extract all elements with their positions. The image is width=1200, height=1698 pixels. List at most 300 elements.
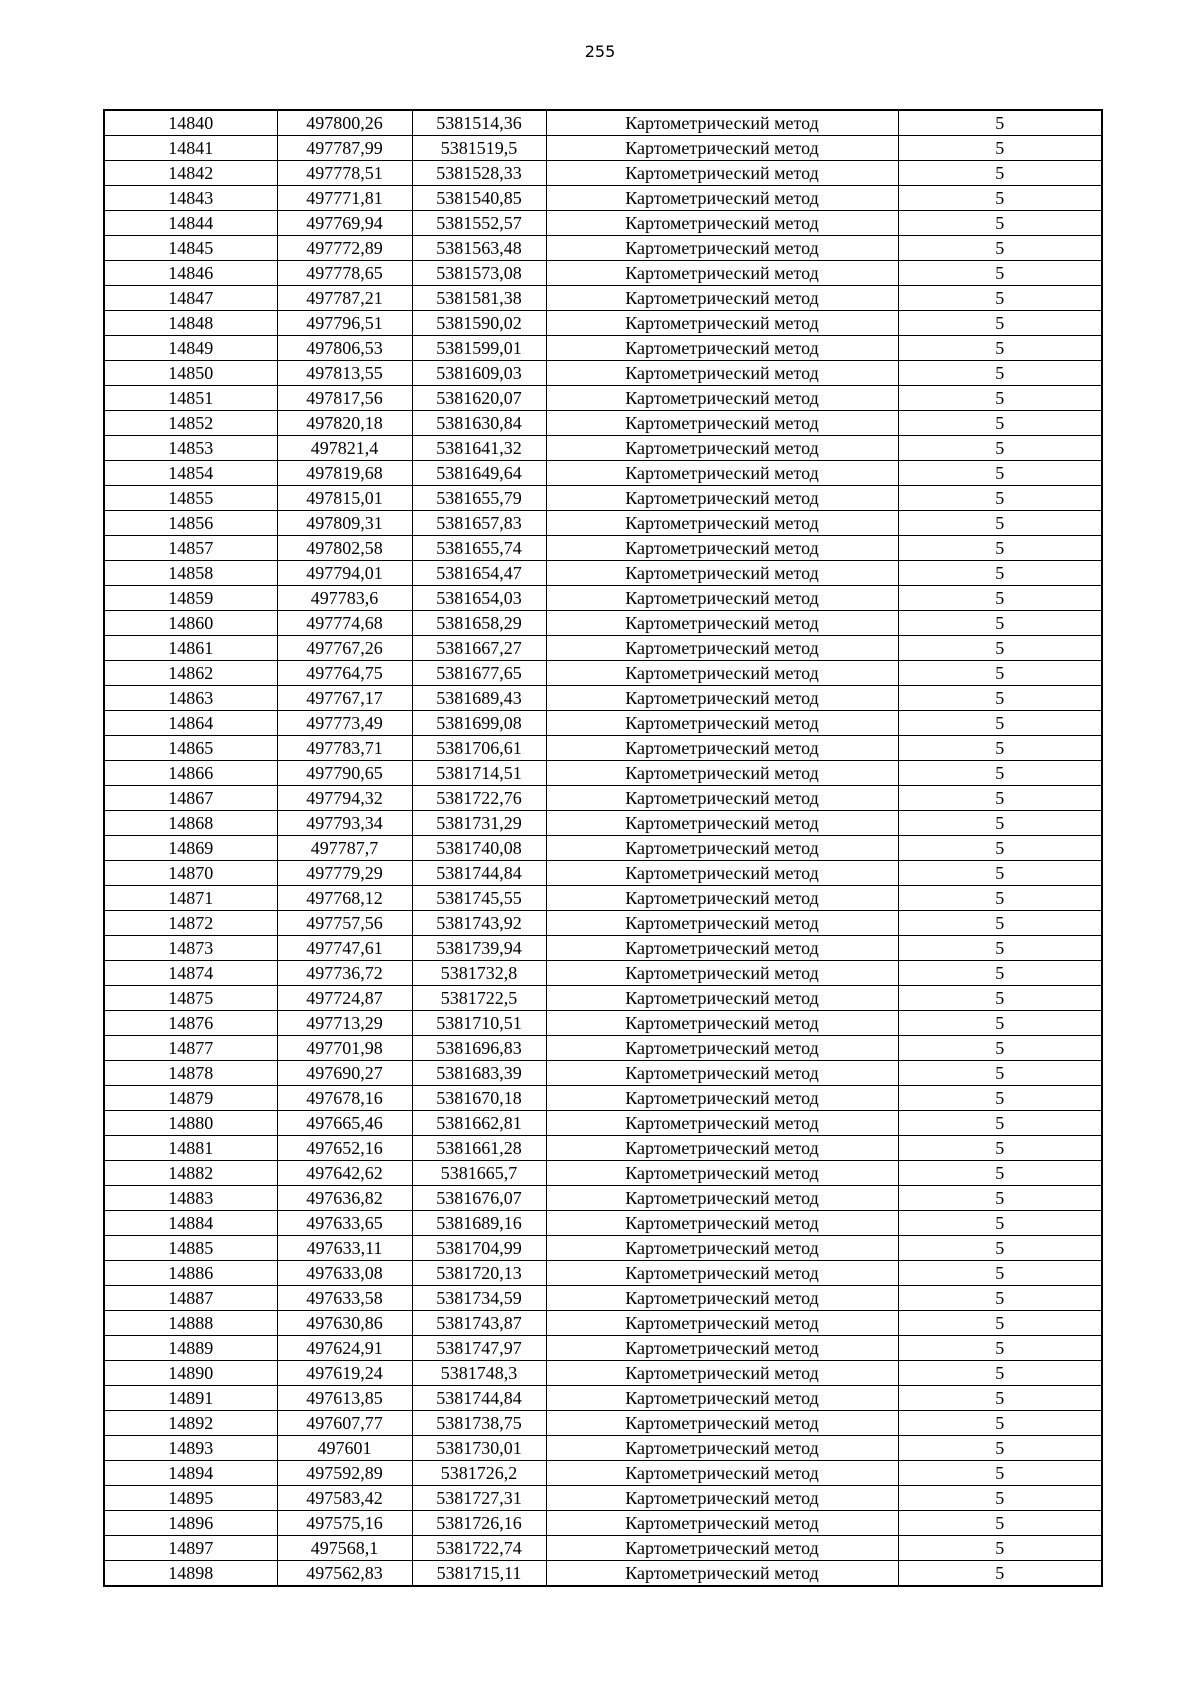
point-number-cell: 14864 bbox=[104, 711, 277, 736]
y-coordinate-cell: 5381710,51 bbox=[412, 1011, 546, 1036]
point-number-cell: 14898 bbox=[104, 1561, 277, 1587]
x-coordinate-cell: 497813,55 bbox=[277, 361, 412, 386]
y-coordinate-cell: 5381655,74 bbox=[412, 536, 546, 561]
accuracy-cell: 5 bbox=[898, 1361, 1102, 1386]
y-coordinate-cell: 5381620,07 bbox=[412, 386, 546, 411]
table-row bbox=[104, 161, 1102, 186]
accuracy-cell: 5 bbox=[898, 1511, 1102, 1536]
method-cell: Картометрический метод bbox=[546, 711, 898, 736]
table-row bbox=[104, 711, 1102, 736]
point-number-cell: 14874 bbox=[104, 961, 277, 986]
accuracy-cell: 5 bbox=[898, 1111, 1102, 1136]
method-cell: Картометрический метод bbox=[546, 1561, 898, 1587]
accuracy-cell: 5 bbox=[898, 1411, 1102, 1436]
table-row bbox=[104, 261, 1102, 286]
accuracy-cell: 5 bbox=[898, 761, 1102, 786]
table-row bbox=[104, 1136, 1102, 1161]
point-number-cell: 14852 bbox=[104, 411, 277, 436]
method-cell: Картометрический метод bbox=[546, 1161, 898, 1186]
x-coordinate-cell: 497768,12 bbox=[277, 886, 412, 911]
method-cell: Картометрический метод bbox=[546, 361, 898, 386]
point-number-cell: 14872 bbox=[104, 911, 277, 936]
x-coordinate-cell: 497800,26 bbox=[277, 110, 412, 136]
x-coordinate-cell: 497790,65 bbox=[277, 761, 412, 786]
x-coordinate-cell: 497690,27 bbox=[277, 1061, 412, 1086]
accuracy-cell: 5 bbox=[898, 1436, 1102, 1461]
method-cell: Картометрический метод bbox=[546, 1061, 898, 1086]
method-cell: Картометрический метод bbox=[546, 1036, 898, 1061]
table-row bbox=[104, 211, 1102, 236]
table-row bbox=[104, 336, 1102, 361]
y-coordinate-cell: 5381731,29 bbox=[412, 811, 546, 836]
method-cell: Картометрический метод bbox=[546, 986, 898, 1011]
x-coordinate-cell: 497633,58 bbox=[277, 1286, 412, 1311]
x-coordinate-cell: 497817,56 bbox=[277, 386, 412, 411]
y-coordinate-cell: 5381699,08 bbox=[412, 711, 546, 736]
x-coordinate-cell: 497678,16 bbox=[277, 1086, 412, 1111]
table-row bbox=[104, 736, 1102, 761]
x-coordinate-cell: 497773,49 bbox=[277, 711, 412, 736]
table-row bbox=[104, 961, 1102, 986]
accuracy-cell: 5 bbox=[898, 586, 1102, 611]
y-coordinate-cell: 5381706,61 bbox=[412, 736, 546, 761]
point-number-cell: 14883 bbox=[104, 1186, 277, 1211]
y-coordinate-cell: 5381514,36 bbox=[412, 110, 546, 136]
method-cell: Картометрический метод bbox=[546, 1511, 898, 1536]
method-cell: Картометрический метод bbox=[546, 436, 898, 461]
point-number-cell: 14855 bbox=[104, 486, 277, 511]
y-coordinate-cell: 5381655,79 bbox=[412, 486, 546, 511]
point-number-cell: 14854 bbox=[104, 461, 277, 486]
point-number-cell: 14890 bbox=[104, 1361, 277, 1386]
accuracy-cell: 5 bbox=[898, 161, 1102, 186]
accuracy-cell: 5 bbox=[898, 1011, 1102, 1036]
accuracy-cell: 5 bbox=[898, 436, 1102, 461]
accuracy-cell: 5 bbox=[898, 386, 1102, 411]
table-row bbox=[104, 1461, 1102, 1486]
method-cell: Картометрический метод bbox=[546, 761, 898, 786]
point-number-cell: 14842 bbox=[104, 161, 277, 186]
y-coordinate-cell: 5381654,03 bbox=[412, 586, 546, 611]
accuracy-cell: 5 bbox=[898, 686, 1102, 711]
method-cell: Картометрический метод bbox=[546, 886, 898, 911]
y-coordinate-cell: 5381676,07 bbox=[412, 1186, 546, 1211]
method-cell: Картометрический метод bbox=[546, 1536, 898, 1561]
point-number-cell: 14893 bbox=[104, 1436, 277, 1461]
accuracy-cell: 5 bbox=[898, 1036, 1102, 1061]
y-coordinate-cell: 5381722,5 bbox=[412, 986, 546, 1011]
method-cell: Картометрический метод bbox=[546, 536, 898, 561]
x-coordinate-cell: 497820,18 bbox=[277, 411, 412, 436]
table-row bbox=[104, 436, 1102, 461]
accuracy-cell: 5 bbox=[898, 886, 1102, 911]
table-row bbox=[104, 986, 1102, 1011]
y-coordinate-cell: 5381734,59 bbox=[412, 1286, 546, 1311]
x-coordinate-cell: 497787,99 bbox=[277, 136, 412, 161]
method-cell: Картометрический метод bbox=[546, 1386, 898, 1411]
accuracy-cell: 5 bbox=[898, 1136, 1102, 1161]
method-cell: Картометрический метод bbox=[546, 136, 898, 161]
point-number-cell: 14858 bbox=[104, 561, 277, 586]
accuracy-cell: 5 bbox=[898, 661, 1102, 686]
table-row bbox=[104, 786, 1102, 811]
point-number-cell: 14840 bbox=[104, 110, 277, 136]
method-cell: Картометрический метод bbox=[546, 236, 898, 261]
table-row bbox=[104, 1011, 1102, 1036]
point-number-cell: 14851 bbox=[104, 386, 277, 411]
y-coordinate-cell: 5381704,99 bbox=[412, 1236, 546, 1261]
accuracy-cell: 5 bbox=[898, 1261, 1102, 1286]
point-number-cell: 14849 bbox=[104, 336, 277, 361]
y-coordinate-cell: 5381641,32 bbox=[412, 436, 546, 461]
method-cell: Картометрический метод bbox=[546, 1336, 898, 1361]
x-coordinate-cell: 497767,17 bbox=[277, 686, 412, 711]
point-number-cell: 14857 bbox=[104, 536, 277, 561]
table-row bbox=[104, 110, 1102, 136]
accuracy-cell: 5 bbox=[898, 1236, 1102, 1261]
x-coordinate-cell: 497772,89 bbox=[277, 236, 412, 261]
accuracy-cell: 5 bbox=[898, 236, 1102, 261]
accuracy-cell: 5 bbox=[898, 1536, 1102, 1561]
table-row bbox=[104, 586, 1102, 611]
point-number-cell: 14869 bbox=[104, 836, 277, 861]
x-coordinate-cell: 497764,75 bbox=[277, 661, 412, 686]
point-number-cell: 14878 bbox=[104, 1061, 277, 1086]
accuracy-cell: 5 bbox=[898, 461, 1102, 486]
point-number-cell: 14873 bbox=[104, 936, 277, 961]
x-coordinate-cell: 497652,16 bbox=[277, 1136, 412, 1161]
y-coordinate-cell: 5381599,01 bbox=[412, 336, 546, 361]
accuracy-cell: 5 bbox=[898, 1286, 1102, 1311]
table-row bbox=[104, 811, 1102, 836]
table-row bbox=[104, 1511, 1102, 1536]
point-number-cell: 14886 bbox=[104, 1261, 277, 1286]
accuracy-cell: 5 bbox=[898, 1311, 1102, 1336]
y-coordinate-cell: 5381540,85 bbox=[412, 186, 546, 211]
table-row bbox=[104, 611, 1102, 636]
x-coordinate-cell: 497809,31 bbox=[277, 511, 412, 536]
method-cell: Картометрический метод bbox=[546, 1461, 898, 1486]
y-coordinate-cell: 5381727,31 bbox=[412, 1486, 546, 1511]
y-coordinate-cell: 5381747,97 bbox=[412, 1336, 546, 1361]
y-coordinate-cell: 5381609,03 bbox=[412, 361, 546, 386]
y-coordinate-cell: 5381739,94 bbox=[412, 936, 546, 961]
table-row bbox=[104, 361, 1102, 386]
x-coordinate-cell: 497665,46 bbox=[277, 1111, 412, 1136]
y-coordinate-cell: 5381563,48 bbox=[412, 236, 546, 261]
table-row bbox=[104, 1086, 1102, 1111]
y-coordinate-cell: 5381714,51 bbox=[412, 761, 546, 786]
method-cell: Картометрический метод bbox=[546, 161, 898, 186]
accuracy-cell: 5 bbox=[898, 636, 1102, 661]
table-row bbox=[104, 1161, 1102, 1186]
x-coordinate-cell: 497769,94 bbox=[277, 211, 412, 236]
y-coordinate-cell: 5381665,7 bbox=[412, 1161, 546, 1186]
table-row bbox=[104, 1311, 1102, 1336]
y-coordinate-cell: 5381730,01 bbox=[412, 1436, 546, 1461]
x-coordinate-cell: 497624,91 bbox=[277, 1336, 412, 1361]
table-row bbox=[104, 511, 1102, 536]
table-row bbox=[104, 936, 1102, 961]
x-coordinate-cell: 497633,11 bbox=[277, 1236, 412, 1261]
x-coordinate-cell: 497619,24 bbox=[277, 1361, 412, 1386]
table-row bbox=[104, 486, 1102, 511]
table-row bbox=[104, 1111, 1102, 1136]
point-number-cell: 14888 bbox=[104, 1311, 277, 1336]
y-coordinate-cell: 5381654,47 bbox=[412, 561, 546, 586]
x-coordinate-cell: 497778,51 bbox=[277, 161, 412, 186]
method-cell: Картометрический метод bbox=[546, 110, 898, 136]
accuracy-cell: 5 bbox=[898, 136, 1102, 161]
y-coordinate-cell: 5381715,11 bbox=[412, 1561, 546, 1587]
table-row bbox=[104, 186, 1102, 211]
x-coordinate-cell: 497806,53 bbox=[277, 336, 412, 361]
point-number-cell: 14879 bbox=[104, 1086, 277, 1111]
accuracy-cell: 5 bbox=[898, 186, 1102, 211]
method-cell: Картометрический метод bbox=[546, 1361, 898, 1386]
point-number-cell: 14867 bbox=[104, 786, 277, 811]
method-cell: Картометрический метод bbox=[546, 661, 898, 686]
y-coordinate-cell: 5381738,75 bbox=[412, 1411, 546, 1436]
point-number-cell: 14882 bbox=[104, 1161, 277, 1186]
table-row bbox=[104, 411, 1102, 436]
accuracy-cell: 5 bbox=[898, 211, 1102, 236]
accuracy-cell: 5 bbox=[898, 1386, 1102, 1411]
method-cell: Картометрический метод bbox=[546, 1211, 898, 1236]
x-coordinate-cell: 497767,26 bbox=[277, 636, 412, 661]
table-row bbox=[104, 761, 1102, 786]
x-coordinate-cell: 497783,6 bbox=[277, 586, 412, 611]
y-coordinate-cell: 5381720,13 bbox=[412, 1261, 546, 1286]
y-coordinate-cell: 5381677,65 bbox=[412, 661, 546, 686]
table-row bbox=[104, 1561, 1102, 1587]
table-row bbox=[104, 1536, 1102, 1561]
point-number-cell: 14892 bbox=[104, 1411, 277, 1436]
x-coordinate-cell: 497633,08 bbox=[277, 1261, 412, 1286]
method-cell: Картометрический метод bbox=[546, 211, 898, 236]
y-coordinate-cell: 5381670,18 bbox=[412, 1086, 546, 1111]
point-number-cell: 14850 bbox=[104, 361, 277, 386]
y-coordinate-cell: 5381683,39 bbox=[412, 1061, 546, 1086]
y-coordinate-cell: 5381630,84 bbox=[412, 411, 546, 436]
y-coordinate-cell: 5381658,29 bbox=[412, 611, 546, 636]
point-number-cell: 14880 bbox=[104, 1111, 277, 1136]
point-number-cell: 14853 bbox=[104, 436, 277, 461]
table-row bbox=[104, 1386, 1102, 1411]
y-coordinate-cell: 5381662,81 bbox=[412, 1111, 546, 1136]
y-coordinate-cell: 5381743,92 bbox=[412, 911, 546, 936]
accuracy-cell: 5 bbox=[898, 336, 1102, 361]
point-number-cell: 14841 bbox=[104, 136, 277, 161]
x-coordinate-cell: 497796,51 bbox=[277, 311, 412, 336]
y-coordinate-cell: 5381732,8 bbox=[412, 961, 546, 986]
table-row bbox=[104, 686, 1102, 711]
table-row bbox=[104, 311, 1102, 336]
x-coordinate-cell: 497630,86 bbox=[277, 1311, 412, 1336]
accuracy-cell: 5 bbox=[898, 1186, 1102, 1211]
point-number-cell: 14861 bbox=[104, 636, 277, 661]
accuracy-cell: 5 bbox=[898, 361, 1102, 386]
x-coordinate-cell: 497793,34 bbox=[277, 811, 412, 836]
point-number-cell: 14866 bbox=[104, 761, 277, 786]
point-number-cell: 14859 bbox=[104, 586, 277, 611]
x-coordinate-cell: 497787,21 bbox=[277, 286, 412, 311]
point-number-cell: 14845 bbox=[104, 236, 277, 261]
method-cell: Картометрический метод bbox=[546, 411, 898, 436]
method-cell: Картометрический метод bbox=[546, 736, 898, 761]
x-coordinate-cell: 497724,87 bbox=[277, 986, 412, 1011]
method-cell: Картометрический метод bbox=[546, 286, 898, 311]
table-row bbox=[104, 386, 1102, 411]
point-number-cell: 14856 bbox=[104, 511, 277, 536]
method-cell: Картометрический метод bbox=[546, 1436, 898, 1461]
y-coordinate-cell: 5381657,83 bbox=[412, 511, 546, 536]
method-cell: Картометрический метод bbox=[546, 186, 898, 211]
accuracy-cell: 5 bbox=[898, 786, 1102, 811]
x-coordinate-cell: 497601 bbox=[277, 1436, 412, 1461]
table-row bbox=[104, 536, 1102, 561]
table-row bbox=[104, 1336, 1102, 1361]
method-cell: Картометрический метод bbox=[546, 611, 898, 636]
point-number-cell: 14862 bbox=[104, 661, 277, 686]
point-number-cell: 14860 bbox=[104, 611, 277, 636]
table-row bbox=[104, 1436, 1102, 1461]
method-cell: Картометрический метод bbox=[546, 486, 898, 511]
point-number-cell: 14876 bbox=[104, 1011, 277, 1036]
method-cell: Картометрический метод bbox=[546, 336, 898, 361]
table-row bbox=[104, 1211, 1102, 1236]
y-coordinate-cell: 5381581,38 bbox=[412, 286, 546, 311]
x-coordinate-cell: 497802,58 bbox=[277, 536, 412, 561]
y-coordinate-cell: 5381722,76 bbox=[412, 786, 546, 811]
method-cell: Картометрический метод bbox=[546, 1286, 898, 1311]
x-coordinate-cell: 497701,98 bbox=[277, 1036, 412, 1061]
x-coordinate-cell: 497636,82 bbox=[277, 1186, 412, 1211]
y-coordinate-cell: 5381667,27 bbox=[412, 636, 546, 661]
accuracy-cell: 5 bbox=[898, 1061, 1102, 1086]
accuracy-cell: 5 bbox=[898, 936, 1102, 961]
point-number-cell: 14847 bbox=[104, 286, 277, 311]
point-number-cell: 14865 bbox=[104, 736, 277, 761]
table-row bbox=[104, 1486, 1102, 1511]
x-coordinate-cell: 497607,77 bbox=[277, 1411, 412, 1436]
point-number-cell: 14877 bbox=[104, 1036, 277, 1061]
x-coordinate-cell: 497778,65 bbox=[277, 261, 412, 286]
y-coordinate-cell: 5381740,08 bbox=[412, 836, 546, 861]
method-cell: Картометрический метод bbox=[546, 1486, 898, 1511]
method-cell: Картометрический метод bbox=[546, 1136, 898, 1161]
accuracy-cell: 5 bbox=[898, 961, 1102, 986]
table-row bbox=[104, 1411, 1102, 1436]
x-coordinate-cell: 497821,4 bbox=[277, 436, 412, 461]
table-row bbox=[104, 286, 1102, 311]
method-cell: Картометрический метод bbox=[546, 1411, 898, 1436]
table-row bbox=[104, 886, 1102, 911]
accuracy-cell: 5 bbox=[898, 711, 1102, 736]
table-row bbox=[104, 661, 1102, 686]
method-cell: Картометрический метод bbox=[546, 686, 898, 711]
table-row bbox=[104, 461, 1102, 486]
x-coordinate-cell: 497583,42 bbox=[277, 1486, 412, 1511]
point-number-cell: 14887 bbox=[104, 1286, 277, 1311]
x-coordinate-cell: 497592,89 bbox=[277, 1461, 412, 1486]
method-cell: Картометрический метод bbox=[546, 261, 898, 286]
x-coordinate-cell: 497633,65 bbox=[277, 1211, 412, 1236]
x-coordinate-cell: 497747,61 bbox=[277, 936, 412, 961]
method-cell: Картометрический метод bbox=[546, 961, 898, 986]
accuracy-cell: 5 bbox=[898, 911, 1102, 936]
accuracy-cell: 5 bbox=[898, 536, 1102, 561]
table-row bbox=[104, 236, 1102, 261]
coordinates-table-body bbox=[104, 110, 1102, 1586]
table-row bbox=[104, 1061, 1102, 1086]
y-coordinate-cell: 5381661,28 bbox=[412, 1136, 546, 1161]
table-row bbox=[104, 911, 1102, 936]
y-coordinate-cell: 5381649,64 bbox=[412, 461, 546, 486]
method-cell: Картометрический метод bbox=[546, 811, 898, 836]
point-number-cell: 14843 bbox=[104, 186, 277, 211]
y-coordinate-cell: 5381722,74 bbox=[412, 1536, 546, 1561]
accuracy-cell: 5 bbox=[898, 1161, 1102, 1186]
table-row bbox=[104, 861, 1102, 886]
point-number-cell: 14871 bbox=[104, 886, 277, 911]
method-cell: Картометрический метод bbox=[546, 836, 898, 861]
table-row bbox=[104, 1261, 1102, 1286]
x-coordinate-cell: 497783,71 bbox=[277, 736, 412, 761]
coordinates-table bbox=[103, 109, 1103, 1587]
y-coordinate-cell: 5381726,16 bbox=[412, 1511, 546, 1536]
accuracy-cell: 5 bbox=[898, 486, 1102, 511]
x-coordinate-cell: 497819,68 bbox=[277, 461, 412, 486]
x-coordinate-cell: 497771,81 bbox=[277, 186, 412, 211]
y-coordinate-cell: 5381519,5 bbox=[412, 136, 546, 161]
accuracy-cell: 5 bbox=[898, 1486, 1102, 1511]
method-cell: Картометрический метод bbox=[546, 461, 898, 486]
method-cell: Картометрический метод bbox=[546, 936, 898, 961]
method-cell: Картометрический метод bbox=[546, 786, 898, 811]
y-coordinate-cell: 5381745,55 bbox=[412, 886, 546, 911]
accuracy-cell: 5 bbox=[898, 1211, 1102, 1236]
accuracy-cell: 5 bbox=[898, 411, 1102, 436]
table-row bbox=[104, 1186, 1102, 1211]
accuracy-cell: 5 bbox=[898, 836, 1102, 861]
accuracy-cell: 5 bbox=[898, 286, 1102, 311]
point-number-cell: 14868 bbox=[104, 811, 277, 836]
accuracy-cell: 5 bbox=[898, 511, 1102, 536]
y-coordinate-cell: 5381573,08 bbox=[412, 261, 546, 286]
point-number-cell: 14897 bbox=[104, 1536, 277, 1561]
table-row bbox=[104, 136, 1102, 161]
x-coordinate-cell: 497575,16 bbox=[277, 1511, 412, 1536]
method-cell: Картометрический метод bbox=[546, 911, 898, 936]
method-cell: Картометрический метод bbox=[546, 586, 898, 611]
y-coordinate-cell: 5381744,84 bbox=[412, 861, 546, 886]
point-number-cell: 14885 bbox=[104, 1236, 277, 1261]
table-row bbox=[104, 636, 1102, 661]
method-cell: Картометрический метод bbox=[546, 1011, 898, 1036]
point-number-cell: 14891 bbox=[104, 1386, 277, 1411]
method-cell: Картометрический метод bbox=[546, 1311, 898, 1336]
accuracy-cell: 5 bbox=[898, 311, 1102, 336]
point-number-cell: 14863 bbox=[104, 686, 277, 711]
point-number-cell: 14870 bbox=[104, 861, 277, 886]
point-number-cell: 14889 bbox=[104, 1336, 277, 1361]
y-coordinate-cell: 5381744,84 bbox=[412, 1386, 546, 1411]
table-row bbox=[104, 561, 1102, 586]
y-coordinate-cell: 5381743,87 bbox=[412, 1311, 546, 1336]
method-cell: Картометрический метод bbox=[546, 1236, 898, 1261]
x-coordinate-cell: 497794,32 bbox=[277, 786, 412, 811]
